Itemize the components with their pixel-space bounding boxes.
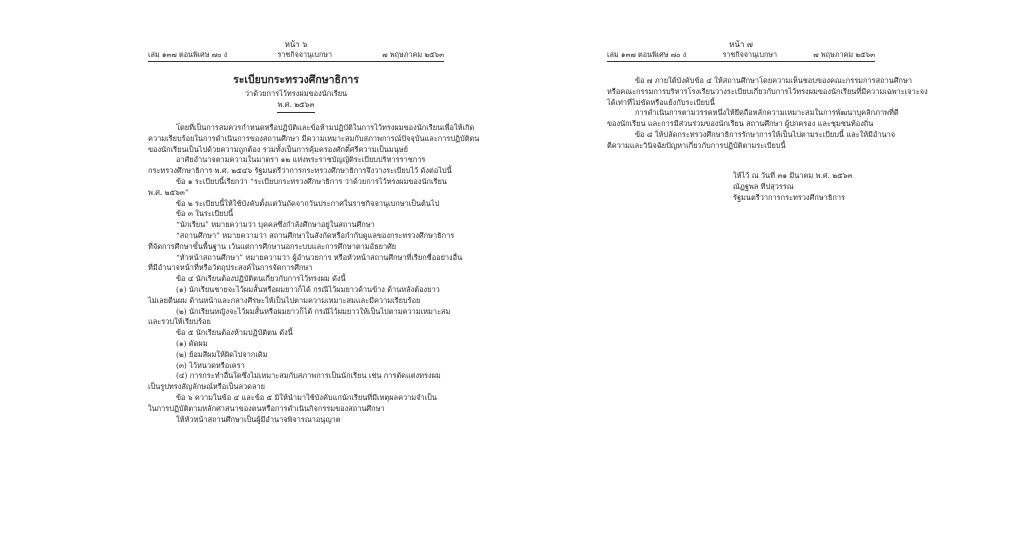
paragraph-line: เป็นรูปทรงสัญลักษณ์หรือเป็นลวดลาย [148,382,265,392]
paragraph-line: “นักเรียน” หมายความว่า บุคคลซึ่งกำลังศึกษาอยู่ในสถานศึกษา [176,220,375,230]
paragraph-line: การดำเนินการตามวรรคหนึ่งให้ยึดถือหลักความเหมาะสมในการพัฒนาบุคลิกภาพที่ดี [635,108,899,118]
document-subtitle: ว่าด้วยการไว้ทรงผมของนักเรียน [244,89,348,98]
gazette-header [148,50,444,62]
header-date: ๗ พฤษภาคม ๒๕๖๓ [382,50,444,59]
paragraph-line: ในการปฏิบัติตามหลักศาสนาของตนหรือการดำเนินกิจกรรมของสถานศึกษา [148,403,385,413]
paragraph-line: ข้อ ๔ นักเรียนต้องปฏิบัติตนเกี่ยวกับการไว้ทรงผม ดังนี้ [176,274,346,284]
paragraph-line: (๔) การกระทำอื่นใดซึ่งไม่เหมาะสมกับสภาพการเป็นนักเรียน เช่น การตัดแต่งทรงผม [176,371,441,381]
paragraph-line: ข้อ ๕ นักเรียนต้องห้ามปฏิบัติตน ดังนี้ [176,328,293,338]
paragraph-line: ตีความและวินิจฉัยปัญหาเกี่ยวกับการปฏิบัติตามระเบียบนี้ [607,140,786,150]
paragraph-line: และรวบให้เรียบร้อย [148,317,211,327]
paragraph-line: พ.ศ. ๒๕๖๓” [148,187,189,197]
paragraph-line: โดยที่เป็นการสมควรกำหนดหรือปฏิบัติและข้อห้ามปฏิบัติในการไว้ทรงผมของนักเรียนเพื่อให้เกิด [176,123,475,132]
paragraph-line: (๒) นักเรียนหญิงจะไว้ผมสั้นหรือผมยาวก็ได้ กรณีไว้ผมยาวให้เป็นไปตามความเหมาะสม [176,306,451,316]
paragraph-line: ไม่เลยตีนผม ด้านหน้าและกลางศีรษะให้เป็นไปตามความเหมาะสมและมีความเรียบร้อย [148,295,421,305]
paragraph-line: ข้อ ๓ ในระเบียบนี้ [176,209,234,219]
signatory-position: รัฐมนตรีว่าการกระทรวงศึกษาธิการ [733,192,845,202]
page-number: หน้า ๗ [729,40,753,49]
paragraph-line: ของนักเรียนเป็นไปด้วยความถูกต้อง รวมทั้งเป็นการคุ้มครองศักดิ์ศรีความเป็นมนุษย์ [148,144,408,154]
gazette-page-right [607,40,928,203]
paragraph-line: อาศัยอำนาจตามความในมาตรา ๑๒ แห่งพระราชบัญญัติระเบียบบริหารราชการ [176,155,426,165]
signature-block [733,170,875,203]
document-body [148,123,480,425]
header-date: ๗ พฤษภาคม ๒๕๖๓ [813,50,875,59]
document-year: พ.ศ. ๒๕๖๓ [277,99,315,109]
paragraph-line: ให้หัวหน้าสถานศึกษาเป็นผู้มีอำนาจพิจารณาอนุญาต [176,414,341,424]
paragraph-line: (๓) ไว้หนวดหรือเครา [176,360,245,370]
paragraph-line: ได้เท่าที่ไม่ขัดหรือแย้งกับระเบียบนี้ [607,97,715,107]
paragraph-line: หรือคณะกรรมการบริหารโรงเรียนวางระเบียบเกี่ยวกับการไว้ทรงผมของนักเรียนที่มีความเฉพาะเจาะจง [607,86,928,96]
header-volume: เล่ม ๑๓๗ ตอนพิเศษ ๗๐ ง [148,50,228,59]
title-divider [277,112,315,113]
header-gazette-name: ราชกิจจานุเบกษา [277,50,333,59]
paragraph-line: ข้อ ๑ ระเบียบนี้เรียกว่า “ระเบียบกระทรวงศึกษาธิการ ว่าด้วยการไว้ทรงผมของนักเรียน [176,176,447,186]
paragraph-line: (๑) ดัดผม [176,338,208,348]
paragraph-line: ความเรียบร้อยในการดำเนินการของสถานศึกษา มีความเหมาะสมกับสภาพการณ์ปัจจุบันและการปฏิบัติตน [148,133,480,143]
paragraph-line: ข้อ ๖ ความในข้อ ๔ และข้อ ๕ มิให้นำมาใช้บังคับแก่นักเรียนที่มีเหตุผลความจำเป็น [176,392,437,402]
header-gazette-name: ราชกิจจานุเบกษา [722,50,778,59]
paragraph-line: กระทรวงศึกษาธิการ พ.ศ. ๒๕๔๖ รัฐมนตรีว่าการกระทรวงศึกษาธิการจึงวางระเบียบไว้ ดังต่อไปนี้ [148,166,452,176]
paragraph-line: ที่จัดการศึกษาขั้นพื้นฐาน เว้นแต่การศึกษานอกระบบและการศึกษาตามอัธยาศัย [148,241,397,251]
paragraph-line: (๒) ย้อมสีผมให้ผิดไปจากเดิม [176,349,268,359]
paragraph-line: ที่มีอำนาจหน้าที่หรือวัตถุประสงค์ในการจัดการศึกษา [148,263,313,273]
paragraph-line: “สถานศึกษา” หมายความว่า สถานศึกษาในสังกัดหรือกำกับดูแลของกระทรวงศึกษาธิการ [176,230,455,240]
paragraph-line: (๑) นักเรียนชายจะไว้ผมสั้นหรือผมยาวก็ได้ กรณีไว้ผมยาวด้านข้าง ด้านหลังต้องยาว [176,284,440,294]
document-title: ระเบียบกระทรวงศึกษาธิการ [233,74,359,86]
page-number: หน้า ๖ [284,40,308,49]
document-body [607,76,928,152]
paragraph-line: ข้อ ๗ ภายใต้บังคับข้อ ๔ ให้สถานศึกษาโดยความเห็นชอบของคณะกรรมการสถานศึกษา [635,76,913,85]
paragraph-line: ของนักเรียน และการมีส่วนร่วมของนักเรียน สถานศึกษา ผู้ปกครอง และชุมชนท้องถิ่น [607,119,874,129]
gazette-page-left [148,40,480,425]
gazette-header [607,50,875,62]
paragraph-line: ข้อ ๒ ระเบียบนี้ให้ใช้บังคับตั้งแต่วันถัดจากวันประกาศในราชกิจจานุเบกษาเป็นต้นไป [176,198,440,208]
paragraph-line: “หัวหน้าสถานศึกษา” หมายความว่า ผู้อำนวยการ หรือหัวหน้าสถานศึกษาที่เรียกชื่ออย่างอื่น [176,252,463,262]
paragraph-line: ข้อ ๘ ให้ปลัดกระทรวงศึกษาธิการรักษาการให้เป็นไปตามระเบียบนี้ และให้มีอำนาจ [635,129,896,139]
signature-date: ให้ไว้ ณ วันที่ ๓๑ มีนาคม พ.ศ. ๒๕๖๓ [733,170,853,180]
header-volume: เล่ม ๑๓๗ ตอนพิเศษ ๗๐ ง [607,50,687,59]
signatory-name: ณัฏฐพล ทีปสุวรรณ [733,181,794,191]
